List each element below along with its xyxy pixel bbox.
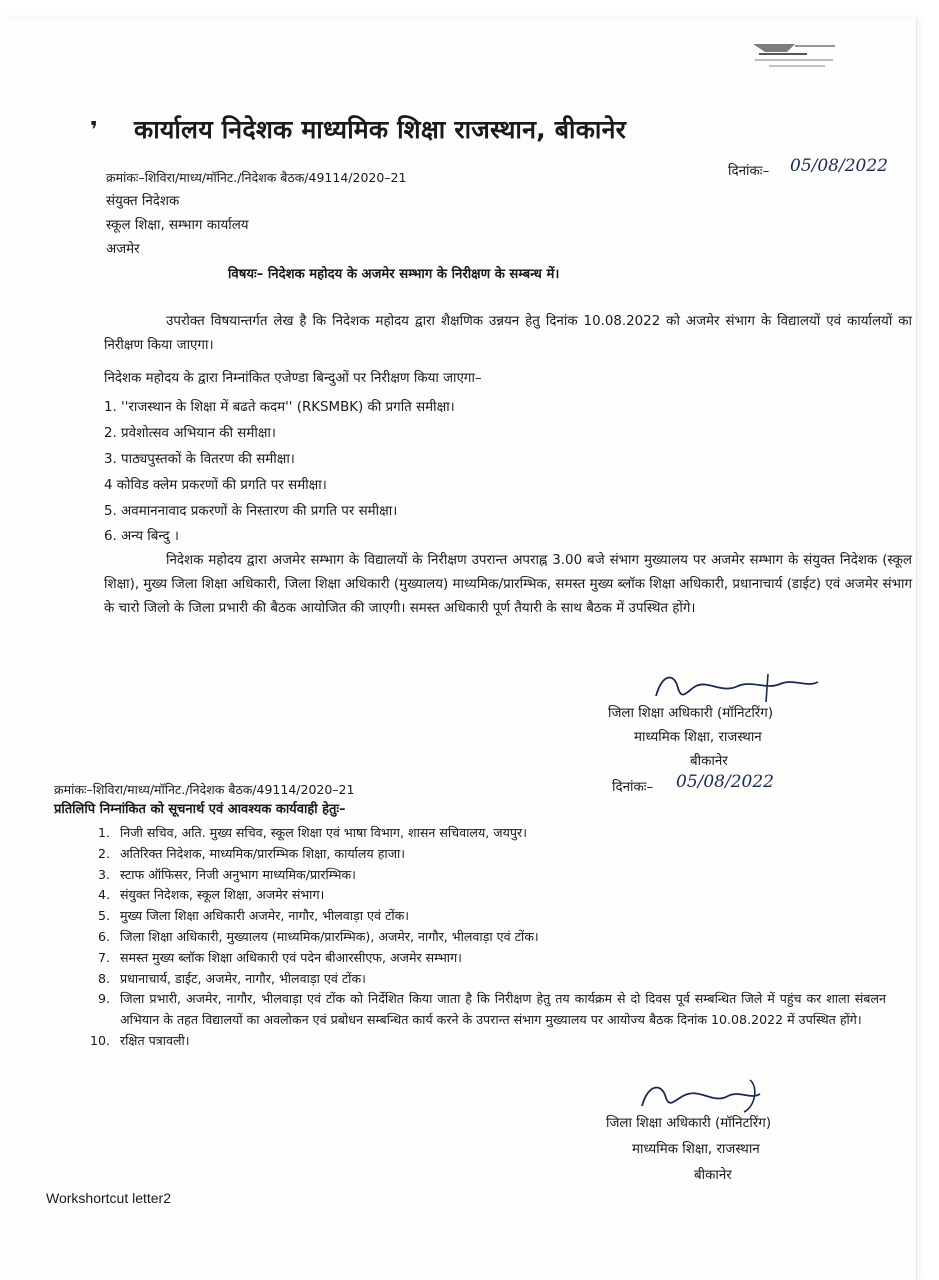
body-paragraph-1 [104,310,912,358]
list-item-number: 9. [97,991,110,1007]
date-handwritten: 05/08/2022 [790,156,888,176]
list-item-text: निजी सचिव, अति. मुख्य सचिव, स्कूल शिक्षा एवं भाषा विभाग, शासन सचिवालय, जयपुर। [120,825,527,840]
agenda-item-5: 5. अवमाननावाद प्रकरणों के निस्तारण की प्रगति पर समीक्षा। [104,504,398,519]
signature-2-city: बीकानेर [694,1168,732,1183]
list-item-text: संयुक्त निदेशक, स्कूल शिक्षा, अजमेर संभाग। [120,887,325,903]
office-title: कार्यालय निदेशक माध्यमिक शिक्षा राजस्थान, बीकानेर [134,115,627,144]
signature-1-designation: जिला शिक्षा अधिकारी (मॉनिटरिंग) [608,706,774,721]
recipient-line-1: संयुक्त निदेशक [106,194,180,209]
list-item-text: मुख्य जिला शिक्षा अधिकारी अजमेर, नागौर, भीलवाड़ा एवं टोंक। [120,908,410,924]
copy-date-label: दिनांकः– [612,780,654,795]
list-item [76,906,886,927]
list-item [76,969,886,990]
list-item-text: प्रधानाचार्य, डाईट, अजमेर, नागौर, भीलवाड़ा एवं टोंक। [120,970,366,986]
list-item [76,927,886,948]
list-item-text: समस्त मुख्य ब्लॉक शिक्षा अधिकारी एवं पदेन बीआरसीएफ, अजमेर सम्भाग। [120,949,462,965]
agenda-item-4: 4 कोविड क्लेम प्रकरणों की प्रगति पर समीक्षा। [104,478,327,493]
agenda-item-2: 2. प्रवेशोत्सव अभियान की समीक्षा। [104,426,276,441]
bullet-mark: ❜ [90,118,98,143]
list-item-number: 7. [97,949,110,965]
footer-caption: Workshortcut letter2 [46,1190,172,1206]
list-item-number: 2. [97,845,110,861]
list-item-number: 3. [97,866,110,882]
signature-1-department: माध्यमिक शिक्षा, राजस्थान [634,730,762,745]
list-item-text: रक्षित पत्रावली। [120,1032,190,1048]
azadi-logo [735,36,845,76]
signature-2-department: माध्यमिक शिक्षा, राजस्थान [632,1142,760,1157]
body-paragraph-1-text: उपरोक्त विषयान्तर्गत लेख है कि निदेशक महोदय द्वारा शैक्षणिक उन्नयन हेतु दिनांक 10.08.2022 को अजमेर संभाग के विद्यालयों एवं कार्यालयों का निरीक्षण किया जाएगा। [104,314,912,353]
list-item-number: 5. [97,908,110,924]
copy-heading: प्रतिलिपि निम्नांकित को सूचनार्थ एवं आवश्यक कार्यवाही हेतुः– [54,802,346,817]
list-item-text: अतिरिक्त निदेशक, माध्यमिक/प्रारम्भिक शिक्षा, कार्यालय हाजा। [120,845,406,861]
list-item-number: 4. [97,887,110,903]
recipient-line-2: स्कूल शिक्षा, सम्भाग कार्यालय [106,218,249,233]
list-item [76,948,886,969]
signature-2-designation: जिला शिक्षा अधिकारी (मॉनिटरिंग) [606,1116,772,1131]
list-item-text: जिला शिक्षा अधिकारी, मुख्यालय (माध्यमिक/प्रारम्भिक), अजमेर, नागौर, भीलवाड़ा एवं टोंक। [120,928,539,944]
list-item-number: 6. [97,928,110,944]
list-item-number: 1. [97,825,110,840]
list-item-number: 8. [97,970,110,986]
agenda-item-1: 1. ''राजस्थान के शिक्षा में बढते कदम'' (RKSMBK) की प्रगति समीक्षा। [104,400,455,415]
agenda-item-3: 3. पाठ्यपुस्तकों के वितरण की समीक्षा। [104,452,295,467]
list-item [76,885,886,906]
copy-date-handwritten: 05/08/2022 [676,772,774,792]
letter-page [0,18,917,1280]
reference-number: क्रमांकः–शिविरा/माध्य/मॉनिट./निदेशक बैठक/49114/2020–21 [106,170,407,185]
body-paragraph-2 [104,549,912,621]
list-item [76,823,886,844]
signature-1-city: बीकानेर [690,754,728,769]
recipient-line-3: अजमेर [106,242,140,257]
list-item [76,1031,886,1052]
list-item-number: 10. [89,1032,110,1048]
list-item [76,844,886,865]
agenda-intro: निदेशक महोदय के द्वारा निम्नांकित एजेण्डा बिन्दुओं पर निरीक्षण किया जाएगा– [104,371,482,386]
list-item [76,989,886,1031]
list-item-text: स्टाफ ऑफिसर, निजी अनुभाग माध्यमिक/प्रारम्भिक। [120,866,356,882]
list-item-text: जिला प्रभारी, अजमेर, नागौर, भीलवाड़ा एवं टोंक को निर्देशित किया जाता है कि निरीक्षण हेतु तय कार्यक्रम से दो दिवस पूर्व सम्बन्धित जिले में पहुंच कर शाला संबलन अभियान के तहत विद्यालयों का अवलोकन एवं प्रबोधन सम्बन्धित कार्य करने के उपरान्त संभाग मुख्यालय पर आयोज्य बैठक दिनांक 10.08.2022 में उपस्थित होंगे। [120,991,886,1028]
date-label: दिनांकः– [728,164,770,179]
copy-reference-number: क्रमांकः–शिविरा/माध्य/मॉनिट./निदेशक बैठक/49114/2020–21 [54,782,355,797]
subject-line: विषयः– निदेशक महोदय के अजमेर सम्भाग के निरीक्षण के सम्बन्ध में। [228,267,560,282]
agenda-item-6: 6. अन्य बिन्दु । [104,529,179,544]
body-paragraph-2-text: निदेशक महोदय द्वारा अजमेर सम्भाग के विद्यालयों के निरीक्षण उपरान्त अपराह्न 3.00 बजे संभाग मुख्यालय पर अजमेर सम्भाग के संयुक्त निदेशक (स्कूल शिक्षा), मुख्य जिला शिक्षा अधिकारी, जिला शिक्षा अधिकारी (मुख्यालय) माध्यमिक/प्रारम्भिक, समस्त मुख्य ब्लॉक शिक्षा अधिकारी, प्रधानाचार्य (डाईट) एवं अजमेर संभाग के चारो जिलो के जिला प्रभारी की बैठक आयोजित की जाएगी। समस्त अधिकारी पूर्ण तैयारी के साथ बैठक में उपस्थित होंगे। [104,553,912,616]
copy-recipient-list [76,823,886,1052]
list-item [76,865,886,886]
